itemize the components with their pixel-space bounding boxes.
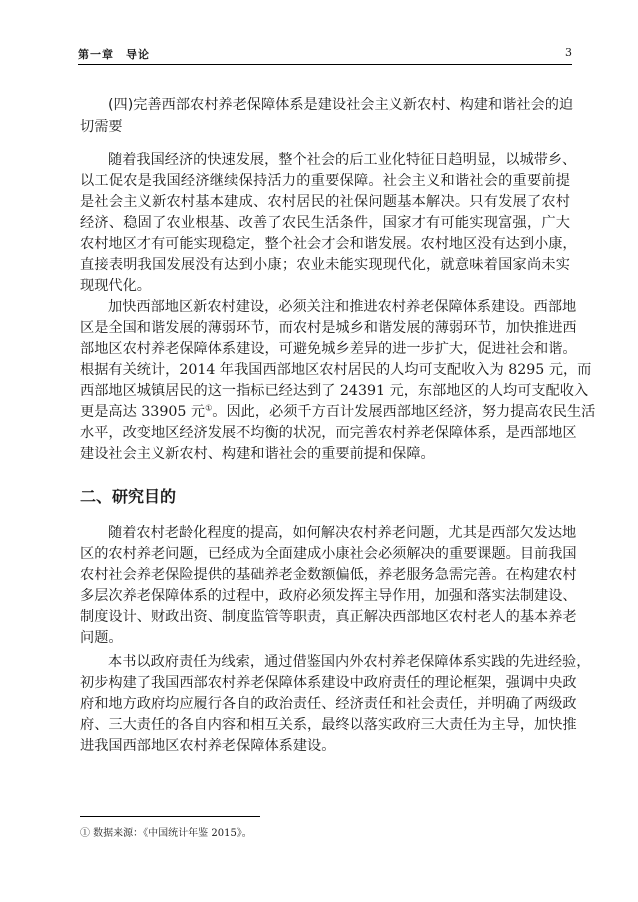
- paragraph-1-line: 随着我国经济的快速发展，整个社会的后工业化特征日趋明显，以城带乡、: [108, 152, 577, 168]
- paragraph-2-line: 加快西部地区新农村建设，必须关注和推进农村养老保障体系建设。西部地: [108, 299, 577, 315]
- paragraph-1-line: 直接表明我国发展没有达到小康；农业未能实现现代化，就意味着国家尚未实: [80, 257, 570, 273]
- paragraph-2-line: 西部地区城镇居民的这一指标已经达到了 24391 元，东部地区的人均可支配收入: [80, 383, 589, 399]
- footnote-divider: [80, 816, 260, 817]
- paragraph-3-line: 问题。: [80, 630, 123, 646]
- paragraph-1-line: 农村地区才有可能实现稳定，整个社会才会和谐发展。农村地区没有达到小康，: [80, 236, 577, 252]
- paragraph-1-line: 以工促农是我国经济继续保持活力的重要保障。社会主义和谐社会的重要前提: [80, 173, 570, 189]
- paragraph-2-text: 。因此，必须千方百计发展西部地区经济，努力提高农民生活: [212, 404, 596, 420]
- paragraph-4-line: 府和地方政府均应履行各自的政治责任、经济责任和社会责任，并明确了两级政: [80, 696, 577, 712]
- paragraph-1-line: 现现代化。: [80, 278, 151, 294]
- subsection-title-line-1: (四)完善西部农村养老保障体系是建设社会主义新农村、构建和谐社会的迫: [108, 97, 574, 113]
- paragraph-4-line: 府、三大责任的各自内容和相互关系，最终以落实政府三大责任为主导，加快推: [80, 717, 577, 733]
- footnote-reference[interactable]: ①: [205, 403, 213, 413]
- paragraph-3-line: 多层次养老保障体系的过程中，政府必须发挥主导作用，加强和落实法制建设、: [80, 588, 577, 604]
- subsection-title-line-2: 切需要: [80, 119, 123, 135]
- paragraph-2-text: 更是高达 33905 元: [80, 404, 206, 420]
- paragraph-1-line: 经济、稳固了农业根基、改善了农民生活条件，国家才有可能实现富强，广大: [80, 215, 570, 231]
- page-number: 3: [565, 46, 572, 59]
- paragraph-4-line: 初步构建了我国西部农村养老保障体系建设中政府责任的理论框架，强调中央政: [80, 675, 577, 691]
- paragraph-3-line: 区的农村养老问题，已经成为全面建成小康社会必须解决的重要课题。目前我国: [80, 546, 577, 562]
- paragraph-2-line: 根据有关统计，2014 年我国西部地区农村居民的人均可支配收入为 8295 元，而: [80, 362, 592, 378]
- chapter-title: 第一章 导论: [78, 48, 150, 61]
- paragraph-2-line-with-footnote: [80, 402, 596, 422]
- footnote: ① 数据来源：《中国统计年鉴 2015》。: [80, 828, 252, 839]
- section-heading: 二、研究目的: [80, 487, 177, 506]
- paragraph-3-line: 制度设计、财政出资、制度监管等职责，真正解决西部地区农村老人的基本养老: [80, 609, 577, 625]
- paragraph-2-line: 区是全国和谐发展的薄弱环节，而农村是城乡和谐发展的薄弱环节，加快推进西: [80, 320, 577, 336]
- paragraph-2-line: 建设社会主义新农村、构建和谐社会的重要前提和保障。: [80, 446, 435, 462]
- paragraph-3-line: 农村社会养老保险提供的基础养老金数额偏低，养老服务急需完善。在构建农村: [80, 567, 577, 583]
- paragraph-2-line: 部地区农村养老保障体系建设，可避免城乡差异的进一步扩大，促进社会和谐。: [80, 341, 577, 357]
- paragraph-1-line: 是社会主义新农村基本建成、农村居民的社保问题基本解决。只有发展了农村: [80, 194, 570, 210]
- paragraph-2-line: 水平，改变地区经济发展不均衡的状况，而完善农村养老保障体系，是西部地区: [80, 425, 577, 441]
- paragraph-4-line: 本书以政府责任为线索，通过借鉴国内外农村养老保障体系实践的先进经验，: [108, 654, 591, 670]
- paragraph-3-line: 随着农村老龄化程度的提高，如何解决农村养老问题，尤其是西部欠发达地: [108, 525, 577, 541]
- paragraph-4-line: 进我国西部地区农村养老保障体系建设。: [80, 738, 336, 754]
- running-header: [78, 44, 572, 65]
